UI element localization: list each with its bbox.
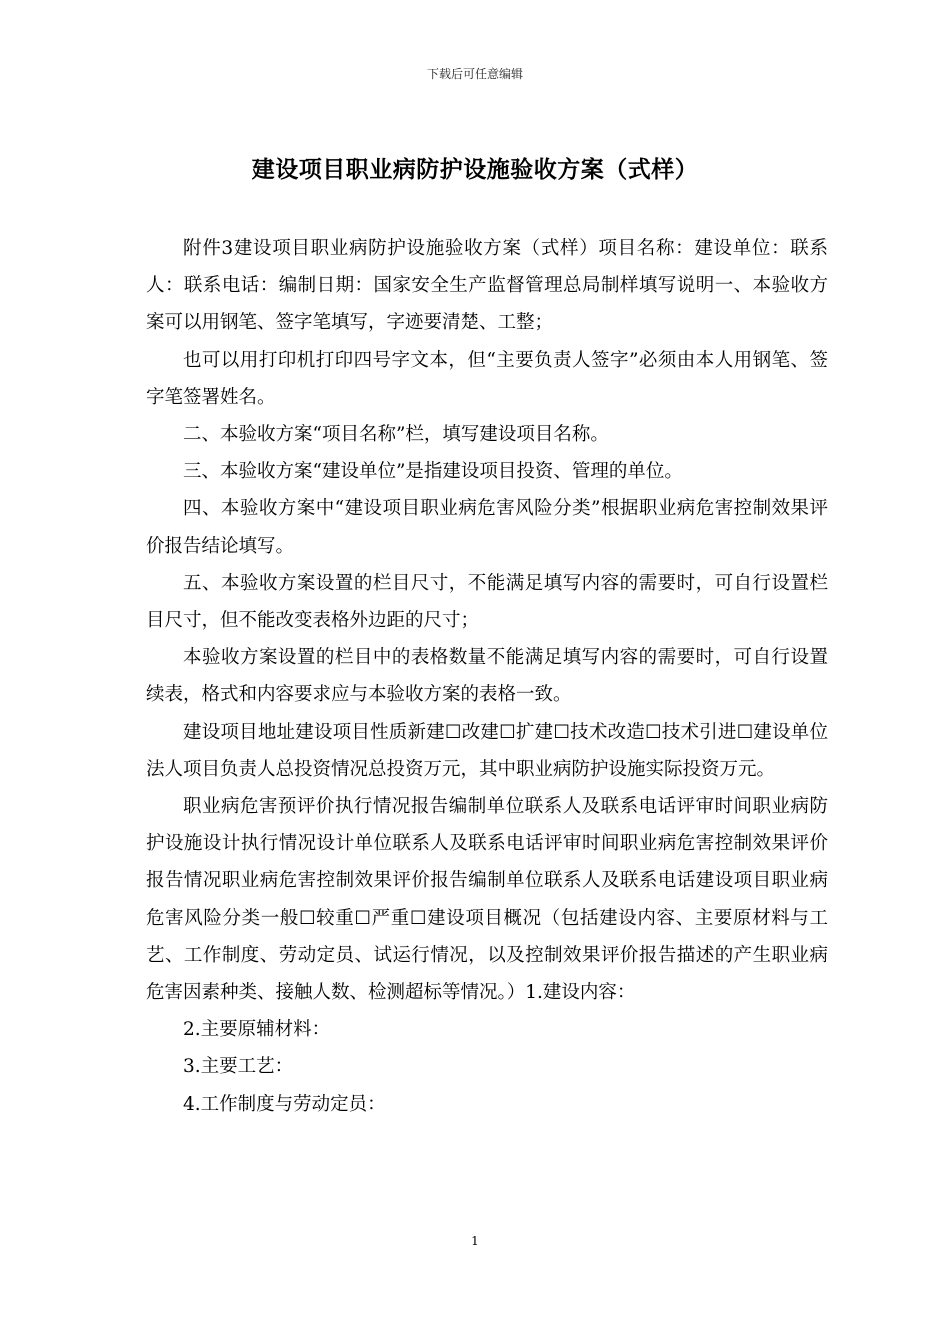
paragraph-evaluation-info: 职业病危害预评价执行情况报告编制单位联系人及联系电话评审时间职业病防护设施设计执行情况设计单位联系人及联系电话评审时间职业病危害控制效果评价报告情况职业病危害控制效果评价报告编制单位联系人及联系电话建设项目职业病危害风险分类一般☐较重☐严重☐建设项目概况（包括建设内容、主要原材料与工艺、工作制度、劳动定员、试运行情况，以及控制效果评价报告描述的产生职业病危害因素种类、接触人数、检测超标等情况。）1.建设内容：: [146, 796, 828, 1004]
page-number: 1: [471, 1234, 479, 1248]
paragraph-project-name: 二、本验收方案“项目名称”栏，填写建设项目名称。: [183, 424, 609, 446]
paragraph-continuation-table: 本验收方案设置的栏目中的表格数量不能满足填写内容的需要时，可自行设置续表，格式和内容要求应与本验收方案的表格一致。: [146, 647, 828, 706]
document-title: 建设项目职业病防护设施验收方案（式样）: [251, 156, 699, 183]
paragraph-attachment-intro: 附件3建设项目职业病防护设施验收方案（式样）项目名称：建设单位：联系人：联系电话：编制日期：国家安全生产监督管理总局制样填写说明一、本验收方案可以用钢笔、签字笔填写，字迹要清楚、工整；: [146, 238, 828, 334]
paragraph-work-system: 4.工作制度与劳动定员：: [183, 1093, 386, 1115]
paragraph-column-size: 五、本验收方案设置的栏目尺寸，不能满足填写内容的需要时，可自行设置栏目尺寸，但不能改变表格外边距的尺寸；: [146, 572, 828, 632]
page-header: 下载后可任意编辑: [426, 67, 523, 81]
paragraph-main-process: 3.主要工艺：: [183, 1056, 294, 1078]
document-body: [146, 230, 828, 1123]
paragraph-raw-materials: 2.主要原辅材料：: [183, 1019, 331, 1041]
paragraph-project-info: 建设项目地址建设项目性质新建☐改建☐扩建☐技术改造☐技术引进☐建设单位法人项目负责人总投资情况总投资万元，其中职业病防护设施实际投资万元。: [146, 721, 828, 780]
paragraph-risk-classification: 四、本验收方案中“建设项目职业病危害风险分类”根据职业病危害控制效果评价报告结论填写。: [146, 498, 828, 557]
paragraph-construction-unit: 三、本验收方案“建设单位”是指建设项目投资、管理的单位。: [183, 461, 683, 483]
paragraph-print-signature: 也可以用打印机打印四号字文本，但“主要负责人签字”必须由本人用钢笔、签字笔签署姓名。: [146, 349, 828, 408]
